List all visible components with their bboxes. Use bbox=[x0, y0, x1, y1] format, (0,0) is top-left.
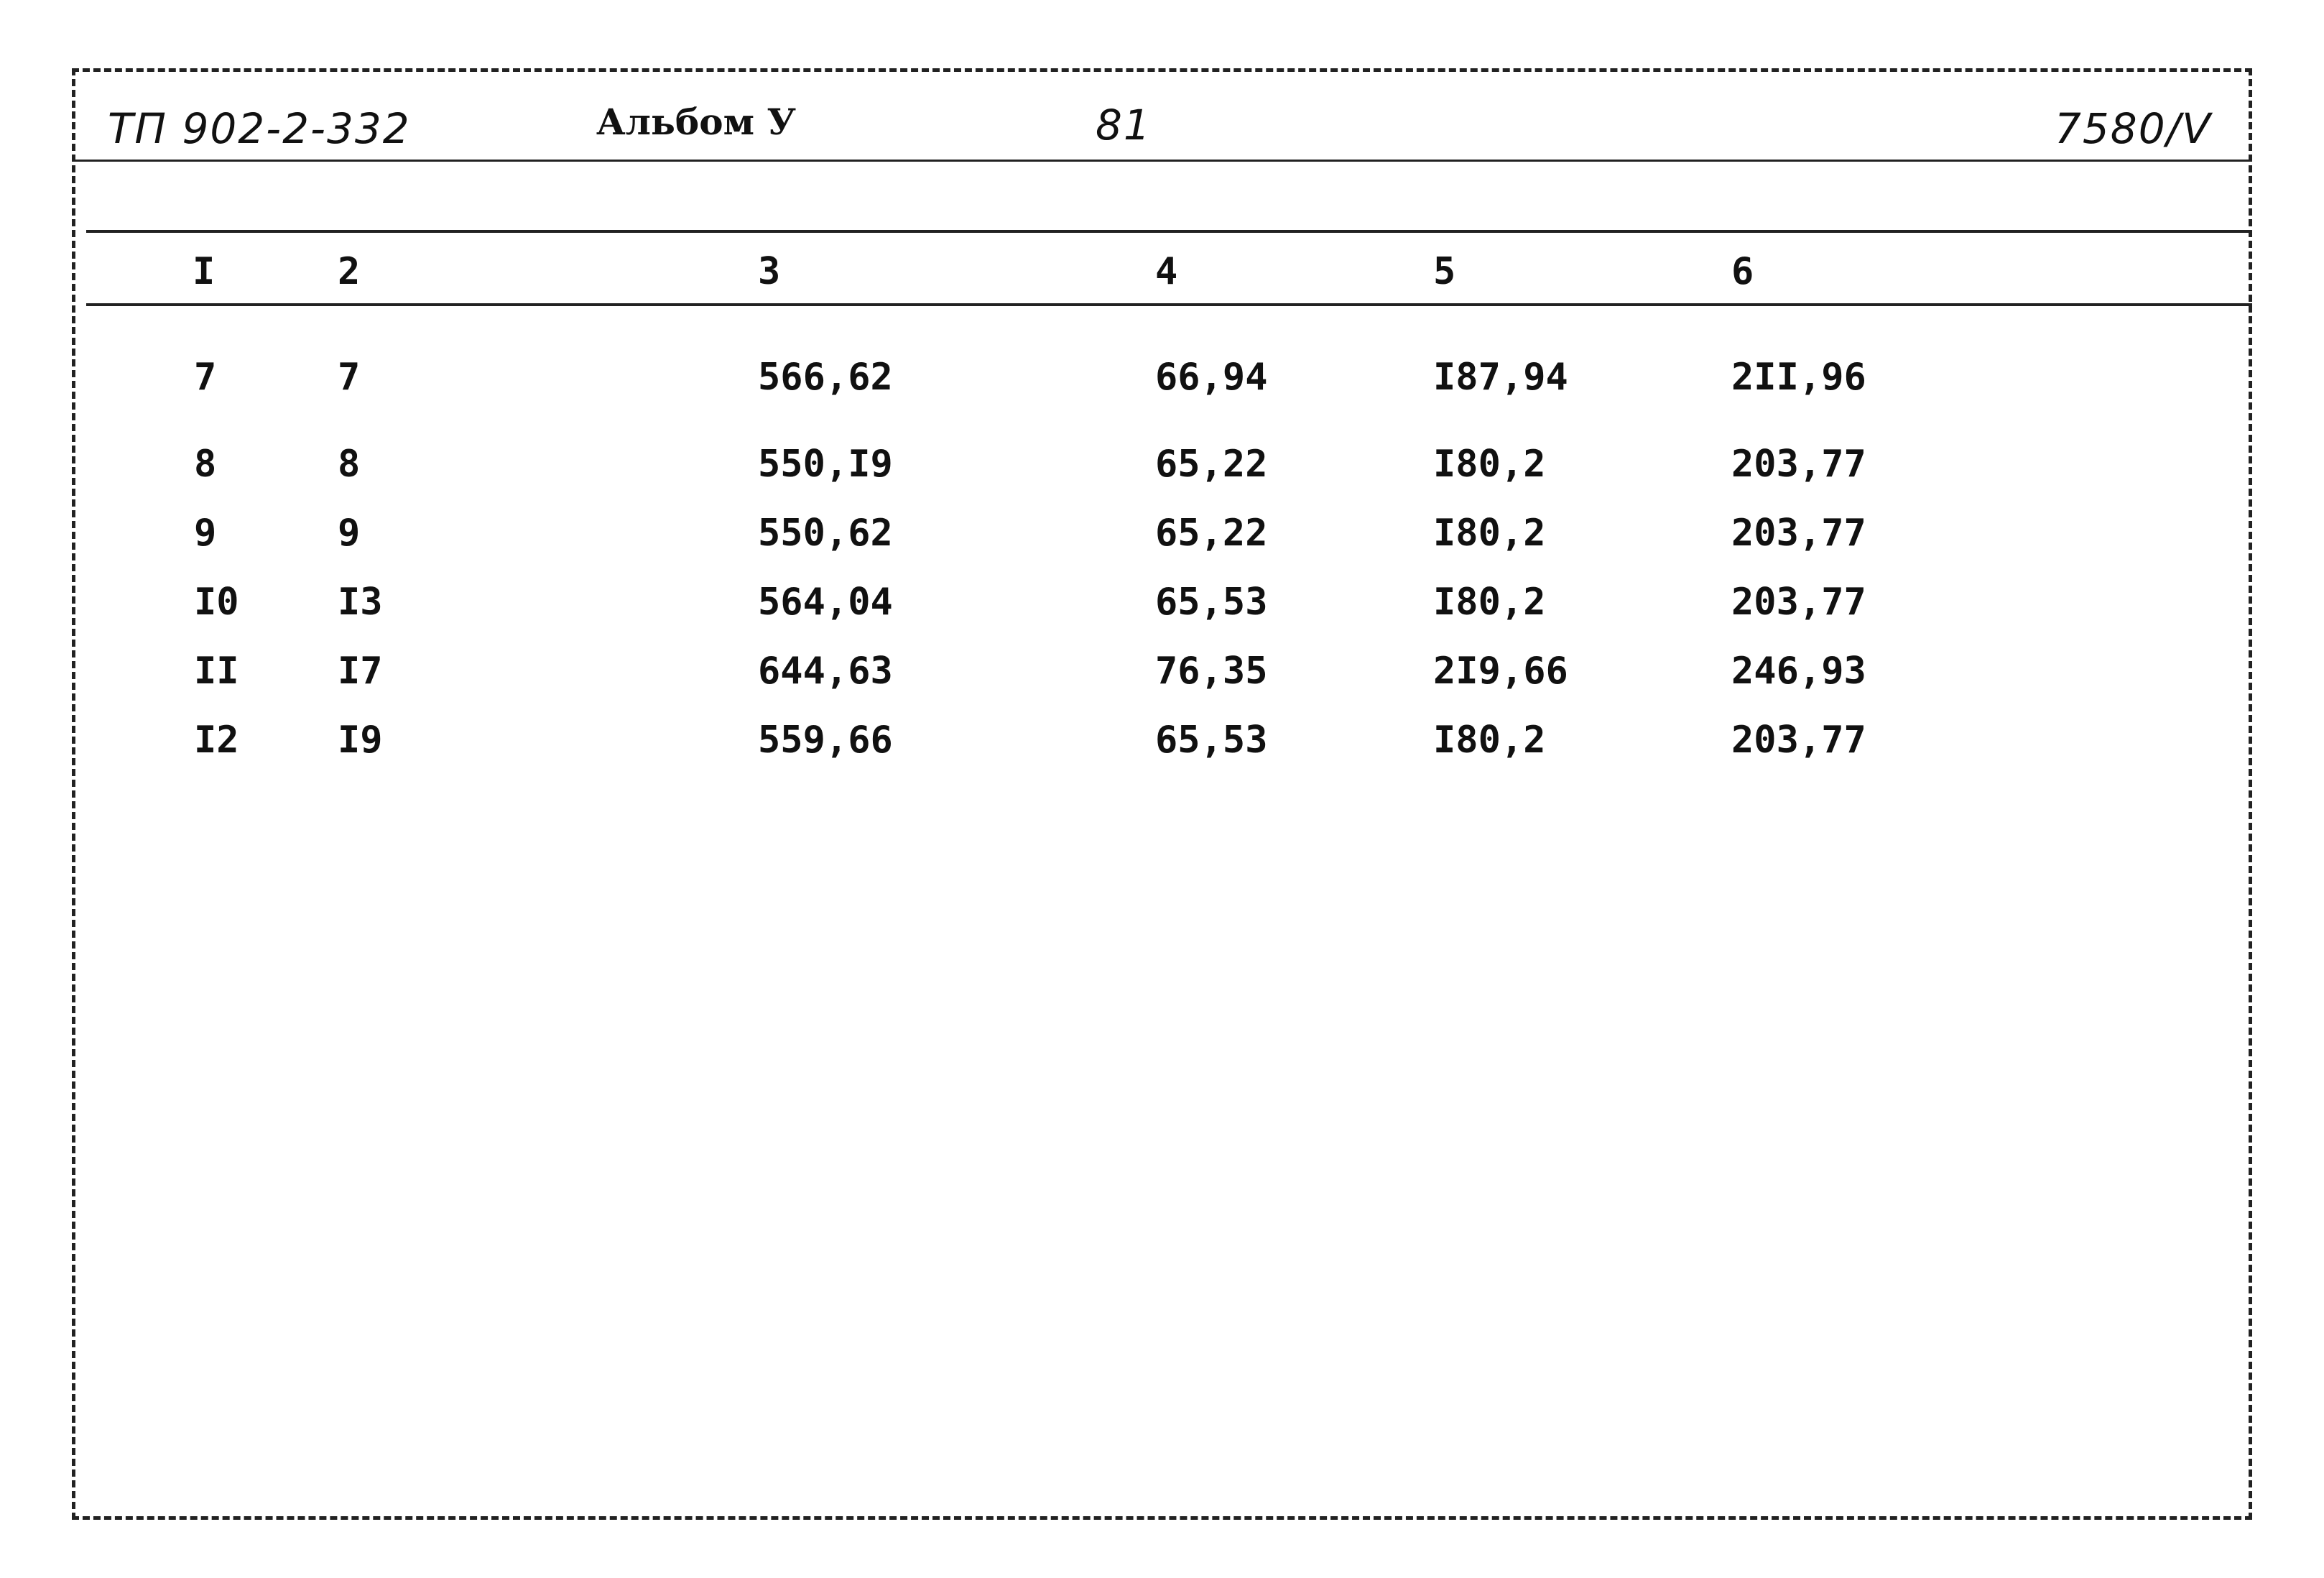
cell-col-6: 203,77 bbox=[1731, 719, 1866, 762]
cell-col-1: I2 bbox=[194, 719, 239, 762]
cell-col-3: 644,63 bbox=[758, 650, 893, 693]
col-header-4: 4 bbox=[1155, 250, 1178, 293]
cell-col-2: 7 bbox=[338, 356, 361, 399]
cell-col-3: 550,I9 bbox=[758, 443, 893, 486]
page-number: 81 bbox=[1096, 101, 1152, 149]
cell-col-4: 65,53 bbox=[1155, 581, 1268, 624]
doc-code: ТП 902-2-332 bbox=[108, 104, 411, 153]
cell-col-6: 2II,96 bbox=[1731, 356, 1866, 399]
cell-col-6: 203,77 bbox=[1731, 581, 1866, 624]
cell-col-5: 2I9,66 bbox=[1433, 650, 1568, 693]
cell-col-5: I80,2 bbox=[1433, 581, 1546, 624]
cell-col-6: 203,77 bbox=[1731, 443, 1866, 486]
cell-col-1: I0 bbox=[194, 581, 239, 624]
cell-col-2: I7 bbox=[338, 650, 383, 693]
cell-col-1: 7 bbox=[194, 356, 217, 399]
cell-col-4: 76,35 bbox=[1155, 650, 1268, 693]
table-row bbox=[0, 581, 2324, 631]
cell-col-3: 564,04 bbox=[758, 581, 893, 624]
table-row bbox=[0, 356, 2324, 406]
cell-col-5: I80,2 bbox=[1433, 719, 1546, 762]
table-header-rule bbox=[86, 303, 2252, 306]
cell-col-6: 246,93 bbox=[1731, 650, 1866, 693]
cell-col-3: 550,62 bbox=[758, 512, 893, 555]
table-row bbox=[0, 650, 2324, 700]
archive-number: 7580/V bbox=[2055, 104, 2212, 153]
cell-col-1: 9 bbox=[194, 512, 217, 555]
cell-col-2: I9 bbox=[338, 719, 383, 762]
album-label: Альбом У bbox=[596, 101, 797, 143]
cell-col-3: 566,62 bbox=[758, 356, 893, 399]
table-row bbox=[0, 719, 2324, 769]
cell-col-4: 65,53 bbox=[1155, 719, 1268, 762]
cell-col-6: 203,77 bbox=[1731, 512, 1866, 555]
cell-col-2: 8 bbox=[338, 443, 361, 486]
cell-col-3: 559,66 bbox=[758, 719, 893, 762]
col-header-5: 5 bbox=[1433, 250, 1456, 293]
title-underline bbox=[72, 160, 2252, 162]
table-top-rule bbox=[86, 230, 2252, 233]
cell-col-5: I80,2 bbox=[1433, 512, 1546, 555]
col-header-1: I bbox=[193, 250, 216, 293]
table-row bbox=[0, 512, 2324, 562]
table-row bbox=[0, 443, 2324, 493]
col-header-3: 3 bbox=[758, 250, 781, 293]
cell-col-2: I3 bbox=[338, 581, 383, 624]
cell-col-2: 9 bbox=[338, 512, 361, 555]
col-header-2: 2 bbox=[338, 250, 361, 293]
cell-col-5: I80,2 bbox=[1433, 443, 1546, 486]
cell-col-4: 65,22 bbox=[1155, 443, 1268, 486]
col-header-6: 6 bbox=[1731, 250, 1754, 293]
cell-col-1: 8 bbox=[194, 443, 217, 486]
cell-col-4: 65,22 bbox=[1155, 512, 1268, 555]
cell-col-5: I87,94 bbox=[1433, 356, 1568, 399]
cell-col-4: 66,94 bbox=[1155, 356, 1268, 399]
cell-col-1: II bbox=[194, 650, 239, 693]
